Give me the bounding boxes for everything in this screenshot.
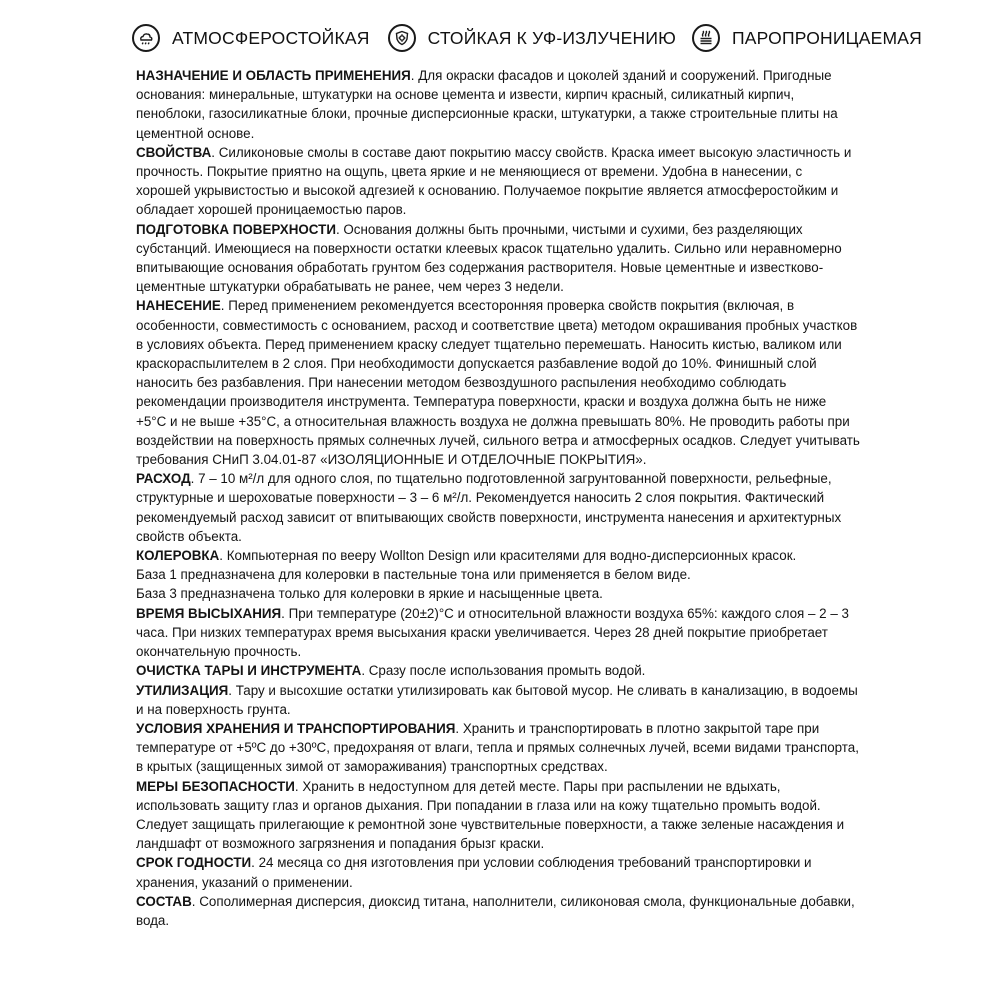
section-text: . Хранить в недоступном для детей месте. Пары при распылении не вдыхать, использовать защиту глаз и органов дыхания. При попадании в глаза или на кожу тщательно промыть водой. Следует защищать прилегающие к ремонтной зоне чувствительные поверхности, а также зеленые насаждения и ландшафт от возможного загрязнения и попадания брызг краски.: [136, 778, 845, 852]
section-properties: [136, 143, 860, 220]
section-heading: ОЧИСТКА ТАРЫ И ИНСТРУМЕНТА: [136, 663, 362, 679]
section-text: . Перед применением рекомендуется всесторонняя проверка свойств покрытия (включая, в особенности, совместимость с основанием, расход и соответствие цвета) методом окрашивания пробных участков в условиях объекта. Перед применением краску следует тщательно перемешать. Наносить кистью, валиком или краскораспылителем в 2 слоя. При необходимости допускается разбавление водой до 10%. Финишный слой наносить без разбавления. При нанесении методом безвоздушного распыления необходимо соблюдать рекомендации производителя инструмента. Температура поверхности, краски и воздуха должна быть не ниже +5°С и не выше +35°С, а относительная влажность воздуха не должна превышать 80%. Не проводить работы при воздействии на поверхность прямых солнечных лучей, сильного ветра и атмосферных осадков. Следует учитывать требования СНиП 3.04.01-87 «ИЗОЛЯЦИОННЫЕ И ОТДЕЛОЧНЫЕ ПОКРЫТИЯ».: [136, 298, 860, 468]
section-heading: НАЗНАЧЕНИЕ И ОБЛАСТЬ ПРИМЕНЕНИЯ: [136, 68, 411, 83]
badge-label: АТМОСФЕРОСТОЙКАЯ: [172, 27, 370, 48]
badge-label: ПАРОПРОНИЦАЕМАЯ: [732, 27, 923, 48]
section-text: . 24 месяца со дня изготовления при условии соблюдения требований транспортировки и хранения, указаний о применении.: [136, 855, 812, 890]
section-safety: [136, 777, 860, 854]
section-disposal: [136, 681, 860, 719]
section-heading: СРОК ГОДНОСТИ: [136, 855, 252, 871]
badge-label: СТОЙКАЯ К УФ-ИЗЛУЧЕНИЮ: [427, 27, 676, 48]
section-heading: РАСХОД: [136, 471, 191, 487]
section-heading: МЕРЫ БЕЗОПАСНОСТИ: [136, 778, 295, 794]
section-heading: СОСТАВ: [136, 893, 192, 909]
section-heading: УТИЛИЗАЦИЯ: [136, 682, 229, 698]
badge-uv-resistant: [388, 24, 676, 52]
badge-vapor-permeable: [692, 24, 922, 52]
section-heading: УСЛОВИЯ ХРАНЕНИЯ И ТРАНСПОРТИРОВАНИЯ: [136, 720, 456, 736]
section-application: [136, 296, 860, 469]
uv-shield-icon: [388, 24, 416, 52]
section-heading: СВОЙСТВА: [136, 144, 212, 160]
section-text: . Основания должны быть прочными, чистыми и сухими, без разделяющих субстанций. Имеющиеся на поверхности остатки клеевых красок тщательно удалить. Сильно или неравномерно впитывающие основания обработать грунтом без содержания растворителя. Новые цементные и известково-цементные штукатурки обрабатывать не ранее, чем через 3 недели.: [136, 221, 842, 295]
badge-weather-resistant: [132, 24, 370, 52]
vapor-permeable-icon: [692, 24, 720, 52]
section-tinting: [136, 546, 860, 565]
section-text: . Сразу после использования промыть водой.: [361, 663, 646, 679]
section-storage: [136, 719, 860, 777]
section-heading: ПОДГОТОВКА ПОВЕРХНОСТИ: [136, 221, 336, 237]
section-text: . Компьютерная по вееру Wollton Design или красителями для водно-дисперсионных красок.: [219, 548, 797, 564]
section-drying-time: [136, 604, 860, 662]
weather-resistant-icon: [132, 24, 160, 52]
section-text: . При температуре (20±2)°С и относительной влажности воздуха 65%: каждого слоя – 2 – 3 часа. При низких температурах время высыхания краски увеличивается. Через 28 дней покрытие приобретает окончательную прочность.: [136, 605, 849, 660]
section-text: . Тару и высохшие остатки утилизировать как бытовой мусор. Не сливать в канализацию, в водоемы и на поверхность грунта.: [136, 682, 858, 717]
section-text: . Силиконовые смолы в составе дают покрытию массу свойств. Краска имеет высокую эластичность и прочность. Покрытие приятно на ощупь, цвета яркие и не меняющиеся от времени. Удобна в нанесении, с хорошей укрывистостью и высокой адгезией к основанию. Получаемое покрытие является атмосферостойким и обладает хорошей проницаемостью паров.: [136, 144, 852, 218]
tinting-base-1: База 1 предназначена для колеровки в пастельные тона или применяется в белом виде.: [136, 567, 691, 583]
section-text: . 7 – 10 м²/л для одного слоя, по тщательно подготовленной загрунтованной поверхности, рельефные, структурные и шероховатые поверхности – 3 – 6 м²/л. Рекомендуется наносить 2 слоя покрытия. Фактический рекомендуемый расход зависит от впитывающих свойств поверхности, инструмента нанесения и архитектурных свойств объекта.: [136, 471, 842, 544]
product-description: [136, 66, 860, 930]
section-heading: НАНЕСЕНИЕ: [136, 298, 221, 314]
section-shelf-life: [136, 853, 860, 891]
tinting-base-3: База 3 предназначена только для колеровки в яркие и насыщенные цвета.: [136, 586, 603, 602]
section-consumption: [136, 469, 860, 546]
section-cleaning: [136, 661, 860, 680]
section-surface-preparation: [136, 220, 860, 297]
section-heading: КОЛЕРОВКА: [136, 548, 220, 564]
section-text: . Для окраски фасадов и цоколей зданий и сооружений. Пригодные основания: минеральные, штукатурки на основе цемента и извести, кирпич красный, силикатный кирпич, пеноблоки, газосиликатные блоки, прочные дисперсионные краски, штукатурки, а также строительные плиты на цементной основе.: [136, 68, 838, 141]
section-purpose: [136, 66, 860, 143]
feature-badges: [132, 18, 923, 58]
section-heading: ВРЕМЯ ВЫСЫХАНИЯ: [136, 605, 282, 621]
section-text: . Хранить и транспортировать в плотно закрытой таре при температуре от +5ºС до +30ºС, предохраняя от влаги, тепла и прямых солнечных лучей, всеми видами транспорта, в крытых (защищенных зимой от замораживания) транспортных средствах.: [136, 720, 859, 775]
section-composition: [136, 892, 860, 930]
section-text: . Сополимерная дисперсия, диоксид титана, наполнители, силиконовая смола, функциональные добавки, вода.: [136, 893, 855, 928]
